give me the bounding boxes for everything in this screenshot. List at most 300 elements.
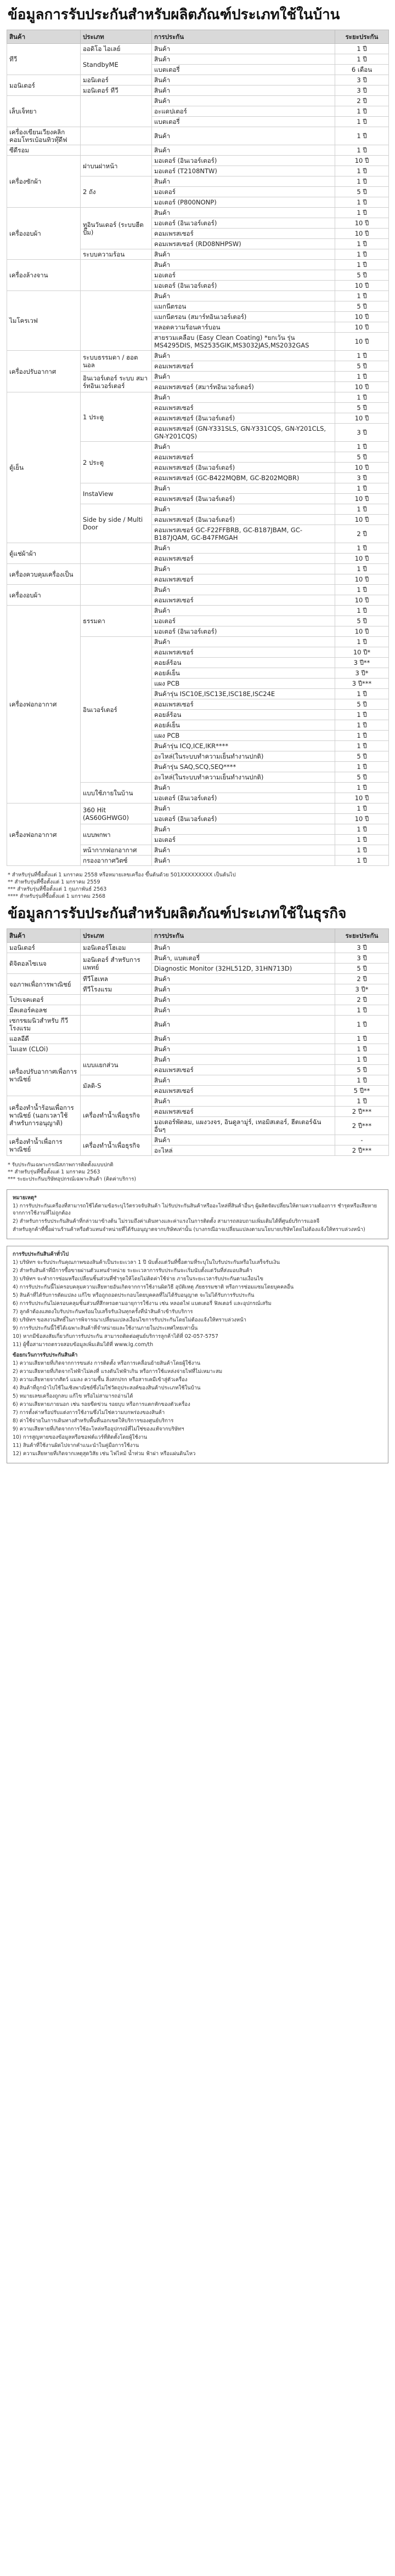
cell-period: 10 ปี <box>335 229 389 239</box>
cell-period: 10 ปี <box>335 218 389 229</box>
cell-coverage: สินค้า <box>152 585 335 595</box>
cell-coverage: สินค้า <box>152 606 335 616</box>
cell-period: 10 ปี <box>335 626 389 637</box>
cell-coverage: สินค้า <box>152 995 335 1005</box>
not-covered-line: 2) ความเสียหายที่เกิดจากไฟฟ้าไม่คงที่ แรงดันไฟฟ้าเกิน หรือการใช้แหล่งจ่ายไฟที่ไม่เหมาะสม <box>13 1369 223 1375</box>
cell-coverage: สินค้า <box>152 783 335 793</box>
cell-period: 1 ปี <box>335 483 389 494</box>
cell-coverage: สินค้า <box>152 249 335 260</box>
not-covered-line: 7) การตั้งค่าหรือปรับแต่งการใช้งานซึ่งไม่ใช่ความบกพร่องของสินค้า <box>13 1410 165 1416</box>
cell-coverage: สินค้ารุ่น ICQ,ICE,IKR**** <box>152 741 335 751</box>
cell-type <box>81 1034 152 1044</box>
cell-coverage: สินค้า <box>152 504 335 515</box>
cell-type <box>81 1044 152 1055</box>
table-row <box>7 1016 389 1034</box>
table-row <box>7 995 389 1005</box>
table-row <box>7 1034 389 1044</box>
footnote: *** ระยะประกันบริษัทอุปกรณ์เฉพาะสินค้า (คิดค่าบริการ) <box>8 1176 137 1182</box>
cell-product: ดิจิตอลไซเนจ <box>7 953 81 974</box>
cell-coverage: มอเตอร์ (P800NONP) <box>152 197 335 208</box>
cell-type: แบบแยกส่วน <box>81 1055 152 1075</box>
cell-coverage: สินค้า <box>152 1005 335 1016</box>
table-row <box>7 564 389 574</box>
table-row <box>7 803 389 814</box>
not-covered-line: 4) สินค้าที่ถูกนำไปใช้ในเชิงพาณิชย์ซึ่งไม่ใช่วัตถุประสงค์ของสินค้าประเภทใช้ในบ้าน <box>13 1385 201 1391</box>
cell-period: 2 ปี <box>335 525 389 543</box>
cell-product: เครื่องทำน้ำร้อนเพื่อการพาณิชย์ (นอกเวลาใช้สำหรับการอนุญาติ) <box>7 1096 81 1135</box>
cell-coverage: สินค้า <box>152 145 335 156</box>
cell-period: 1 ปี <box>335 504 389 515</box>
cell-type: ระบบธรรมดา / ฮอตนอล <box>81 351 152 372</box>
cell-period: 2 ปี*** <box>335 1107 389 1117</box>
cell-coverage: สินค้า <box>152 974 335 984</box>
cell-period: - <box>335 1135 389 1145</box>
cell-product: ไมโครเวฟ <box>7 291 81 351</box>
footnote: ** สำหรับรุ่นที่ซื้อตั้งแต่ 1 มกราคม 2559 <box>8 879 100 885</box>
cell-product: มอนิเตอร์ <box>7 75 81 96</box>
cell-period: 10 ปี <box>335 463 389 473</box>
cell-coverage: สินค้า <box>152 1096 335 1107</box>
remark-line: 1) การรับประกันเครื่องที่สามารถใช้ได้ตามข้อระบุไว้ตรวจจับสินค้า ไม่รับประกันสินค้าหรืออะไหล่ที่สินค้าอื่นๆ ผู้ผลิตจัดเปลี่ยนให้ตามความต้องการ ชำรุดหรือเสียหายจากการใช้งานที่ไม่ถูกต้อง <box>13 1203 377 1216</box>
cell-coverage: อะไหล่ <box>152 1145 335 1156</box>
not-covered-line: 8) ค่าใช้จ่ายในการเดินทางสำหรับพื้นที่นอกเขตให้บริการของศูนย์บริการ <box>13 1418 174 1424</box>
cell-coverage: แมกนีตรอน (สมาร์ทอินเวอร์เตอร์) <box>152 312 335 322</box>
cell-period: 3 ปี <box>335 424 389 442</box>
cell-type: มอนิเตอร์โฮเอม <box>81 943 152 953</box>
table-row <box>7 75 389 86</box>
cell-period: 5 ปี** <box>335 1086 389 1096</box>
cell-product: เครื่องฟอกอากาศ <box>7 803 81 866</box>
household-warranty-title: ข้อมูลการรับประกันสำหรับผลิตภัณฑ์ประเภทใช้ในบ้าน <box>8 7 340 23</box>
cell-type <box>81 564 152 585</box>
cell-period: 5 ปี <box>335 1065 389 1075</box>
cell-period: 3 ปี <box>335 75 389 86</box>
cell-coverage: คอมเพรสเซอร์ <box>152 403 335 413</box>
cell-type: เครื่องทำน้ำเพื่อธุรกิจ <box>81 1096 152 1135</box>
condition-line: 2) สำหรับสินค้าที่มีการซื้อขายผ่านตัวแทนจำหน่าย ระยะเวลาการรับประกันจะเริ่มนับตั้งแต่วันที่ส่งมอบสินค้า <box>13 1268 252 1274</box>
condition-line: 4) การรับประกันนี้ไม่ครอบคลุมความเสียหายอันเกิดจากการใช้งานผิดวิธี อุบัติเหตุ ภัยธรรมชาติ หรือการซ่อมแซมโดยบุคคลอื่น <box>13 1284 294 1290</box>
not-covered-line: 9) ความเสียหายที่เกิดจากการใช้อะไหล่หรืออุปกรณ์ที่ไม่ใช่ของแท้จากบริษัทฯ <box>13 1426 184 1432</box>
cell-coverage: แบตเตอรี่ <box>152 65 335 75</box>
cell-period: 10 ปี <box>335 494 389 504</box>
footnote: * รับประกันเฉพาะกรณีสภาพการติดตั้งแบบปกติ <box>8 1162 114 1168</box>
cell-coverage: สินค้า <box>152 442 335 452</box>
cell-type: Side by side / Multi Door <box>81 504 152 543</box>
cell-coverage: สินค้า <box>152 1075 335 1086</box>
cell-period: 10 ปี <box>335 595 389 606</box>
cell-period: 10 ปี <box>335 322 389 333</box>
not-covered-line: 10) การสูญหายของข้อมูลหรือซอฟต์แวร์ที่ติดตั้งโดยผู้ใช้งาน <box>13 1434 148 1440</box>
cell-period: 1 ปี <box>335 741 389 751</box>
table-row <box>7 585 389 595</box>
cell-type <box>81 145 152 156</box>
cell-coverage: คอมเพรสเซอร์ (อินเวอร์เตอร์) <box>152 494 335 504</box>
cell-coverage: คอยล์เย็น <box>152 668 335 679</box>
cell-period: 5 ปี <box>335 187 389 197</box>
cell-period: 1 ปี <box>335 689 389 699</box>
table-row <box>7 953 389 964</box>
cell-product: ไมเอท (CLOi) <box>7 1044 81 1055</box>
cell-type: แบบใช้ภายในบ้าน <box>81 783 152 803</box>
household-footnotes <box>8 871 387 900</box>
cell-coverage: สินค้า <box>152 483 335 494</box>
cell-coverage: แบตเตอรี่ <box>152 117 335 127</box>
header-period: ระยะประกัน <box>335 30 389 44</box>
cell-type: ธรรมดา <box>81 606 152 637</box>
cell-period: 1 ปี <box>335 731 389 741</box>
cell-type: อินเวอร์เตอร์ ระบบ สมาร์ทอินเวอร์เตอร์ <box>81 372 152 392</box>
condition-line: 7) ลูกค้าต้องแสดงใบรับประกันพร้อมใบเสร็จรับเงินทุกครั้งที่นำสินค้าเข้ารับบริการ <box>13 1309 193 1315</box>
cell-coverage: สินค้า <box>152 75 335 86</box>
cell-coverage: มอเตอร์ (อินเวอร์เตอร์) <box>152 218 335 229</box>
cell-coverage: มอเตอร์ <box>152 835 335 845</box>
cell-period: 1 ปี <box>335 166 389 176</box>
cell-period: 1 ปี <box>335 1034 389 1044</box>
cell-type: ทีวีโฮเทล <box>81 974 152 984</box>
cell-coverage: อะแดปเตอร์ <box>152 106 335 117</box>
remark-line: 2) สำหรับการรับประกันสินค้าที่กล่าวมาข้างต้น ไม่รวมถึงค่าเดินทางและค่าแรงในการติดตั้ง สามารถสอบถามเพิ่มเติมได้ที่ศูนย์บริการแอลจี <box>13 1218 320 1224</box>
not-covered-line: 5) หมายเลขเครื่องถูกลบ แก้ไข หรือไม่สามารถอ่านได้ <box>13 1393 133 1399</box>
cell-coverage: สินค้า <box>152 54 335 65</box>
cell-period: 10 ปี <box>335 814 389 824</box>
cell-period: 1 ปี <box>335 845 389 856</box>
cell-period: 1 ปี <box>335 1055 389 1065</box>
cell-period: 1 ปี <box>335 1016 389 1034</box>
cell-period: 1 ปี <box>335 543 389 554</box>
cell-period: 10 ปี <box>335 312 389 322</box>
cell-coverage: อะไหล่(ในระบบทำความเย็นทำงานปกติ) <box>152 751 335 762</box>
cell-coverage: สินค้า <box>152 176 335 187</box>
cell-product: แอลอีดี <box>7 1034 81 1044</box>
cell-period: 1 ปี <box>335 145 389 156</box>
cell-product: เครื่องควบคุมเครื่องเป็น <box>7 564 81 585</box>
table-row <box>7 974 389 984</box>
remark-line: สำหรับลูกค้าที่ซื้อผ่านร้านค้าหรือตัวแทนจำหน่ายที่ได้รับอนุญาตจากบริษัทเท่านั้น (บางกรณีอาจเปลี่ยนแปลงตามนโยบายบริษัทโดยไม่ต้องแจ้งให้ทราบล่วงหน้า) <box>13 1227 365 1233</box>
cell-period: 5 ปี <box>335 403 389 413</box>
cell-type <box>81 127 152 145</box>
table-row <box>7 127 389 145</box>
cell-product: เล็บเจ็ทยา <box>7 96 81 127</box>
cell-period: 5 ปี <box>335 616 389 626</box>
cell-period: 1 ปี <box>335 606 389 616</box>
cell-period: 2 ปี <box>335 974 389 984</box>
not-covered-line: 6) ความเสียหายภายนอก เช่น รอยขีดข่วน รอยบุบ หรือการแตกหักของตัวเครื่อง <box>13 1401 190 1407</box>
cell-coverage: สินค้า <box>152 803 335 814</box>
cell-type: มอนิเตอร์ ทีวี <box>81 86 152 96</box>
cell-period: 1 ปี <box>335 762 389 772</box>
cell-product: เครื่องล้างจาน <box>7 260 81 291</box>
cell-period: 1 ปี <box>335 442 389 452</box>
cell-type: ทูอินวันเดอร์ (ระบบฮีตปั๊ม) <box>81 208 152 249</box>
cell-period: 5 ปี <box>335 699 389 710</box>
cell-coverage: มอเตอร์ (T2108NTW) <box>152 166 335 176</box>
cell-period: 3 ปี <box>335 473 389 483</box>
cell-type <box>81 96 152 127</box>
cell-coverage: คอมเพรสเซอร์ (สมาร์ทอินเวอร์เตอร์) <box>152 382 335 392</box>
cell-coverage: คอมเพรสเซอร์ (อินเวอร์เตอร์) <box>152 515 335 525</box>
cell-period: 1 ปี <box>335 1005 389 1016</box>
cell-product: เครื่องเขียนเวียงคลิก คอมโทรเบ้อนทิวทุ๊ดีฟ <box>7 127 81 145</box>
cell-period: 2 ปี <box>335 96 389 106</box>
cell-period: 1 ปี <box>335 585 389 595</box>
cell-coverage: คอมเพรสเซอร์ <box>152 229 335 239</box>
cell-period: 10 ปี <box>335 515 389 525</box>
table-row <box>7 208 389 218</box>
cell-product: ตู้เย็น <box>7 392 81 543</box>
cell-type: 360 Hit (AS60GHWG0) <box>81 803 152 824</box>
cell-coverage: มอเตอร์พัดลม, แผงวงจร, อินดูลามู่ร์, เทอมิสเตอร์, ฮีตเตอร์ฉันอื่นๆ <box>152 1117 335 1135</box>
cell-coverage: คอมเพรสเซอร์ (อินเวอร์เตอร์) <box>152 463 335 473</box>
cell-coverage: คอมเพรสเซอร์ (อินเวอร์เตอร์) <box>152 413 335 424</box>
cell-period: 1 ปี <box>335 208 389 218</box>
cell-coverage: คอมเพรสเซอร์ GC-F22FFBRB, GC-B187JBAM, GC-B187JQAM, GC-B47FMGAH <box>152 525 335 543</box>
cell-period: 1 ปี <box>335 127 389 145</box>
cell-period: 1 ปี <box>335 856 389 866</box>
cell-period: 10 ปี <box>335 281 389 291</box>
cell-type: มัลติ-S <box>81 1075 152 1096</box>
household-table-body <box>7 44 389 866</box>
cell-coverage: คอยล์ร้อน <box>152 710 335 720</box>
table-row <box>7 145 389 156</box>
cell-period: 10 ปี <box>335 156 389 166</box>
cell-type <box>81 291 152 351</box>
household-warranty-table <box>7 30 389 866</box>
cell-type: แบบพกพา <box>81 824 152 845</box>
cell-coverage: สินค้า <box>152 392 335 403</box>
cell-product: โปรเจคเตอร์ <box>7 995 81 1005</box>
table-row <box>7 44 389 54</box>
cell-period: 1 ปี <box>335 710 389 720</box>
cell-period: 5 ปี <box>335 301 389 312</box>
cell-period: 10 ปี <box>335 574 389 585</box>
cell-period: 3 ปี <box>335 86 389 96</box>
not-covered-line: 3) ความเสียหายจากสัตว์ แมลง ความชื้น สิ่งสกปรก หรือสารเคมีเข้าสู่ตัวเครื่อง <box>13 1377 188 1383</box>
cell-coverage: สินค้า <box>152 856 335 866</box>
cell-product: ซีดีรอม <box>7 145 81 156</box>
cell-coverage: มอเตอร์ <box>152 187 335 197</box>
not-covered-line: 1) ความเสียหายที่เกิดจากการขนส่ง การติดตั้ง หรือการเคลื่อนย้ายสินค้าโดยผู้ใช้งาน <box>13 1360 201 1366</box>
business-table-body <box>7 943 389 1156</box>
footnote: * สำหรับรุ่นที่ซื้อตั้งแต่ 1 มกราคม 2558 หรือหมายเลขเครื่อง ขึ้นต้นด้วย 501XXXXXXXXX เป็นต้นไป <box>8 872 236 878</box>
cell-coverage: สินค้า <box>152 1055 335 1065</box>
cell-period: 5 ปี <box>335 772 389 783</box>
cell-period: 1 ปี <box>335 1096 389 1107</box>
cell-coverage: สินค้า <box>152 824 335 835</box>
table-header-row <box>7 30 389 44</box>
cell-type: หน้ากากฟอกอากาศ <box>81 845 152 856</box>
cell-coverage: มอเตอร์ (อินเวอร์เตอร์) <box>152 814 335 824</box>
cell-period: 1 ปี <box>335 44 389 54</box>
cell-product: เครื่องปรับอากาศเพื่อการพาณิชย์ <box>7 1055 81 1096</box>
cell-period: 2 ปี*** <box>335 1117 389 1135</box>
cell-coverage: คอมเพรสเซอร์ <box>152 1086 335 1096</box>
cell-coverage: คอมเพรสเซอร์ <box>152 452 335 463</box>
cell-period: 1 ปี <box>335 117 389 127</box>
cell-coverage: สินค้า <box>152 96 335 106</box>
cell-coverage: สินค้ารุ่น ISC10E,ISC13E,ISC18E,ISC24E <box>152 689 335 699</box>
remark-box <box>7 1189 388 1239</box>
cell-period: 2 ปี <box>335 995 389 1005</box>
cell-period: 1 ปี <box>335 176 389 187</box>
cell-period: 5 ปี <box>335 361 389 372</box>
table-row <box>7 543 389 554</box>
cell-period: 3 ปี*** <box>335 679 389 689</box>
table-row <box>7 260 389 270</box>
cell-period: 1 ปี <box>335 249 389 260</box>
cell-coverage: สินค้า <box>152 637 335 647</box>
cell-period: 3 ปี <box>335 943 389 953</box>
cell-coverage: สินค้า <box>152 1044 335 1055</box>
cell-coverage: คอมเพรสเซอร์ <box>152 1065 335 1075</box>
cell-type <box>81 260 152 291</box>
cell-coverage: แผง PCB <box>152 679 335 689</box>
condition-line: 3) บริษัทฯ จะทำการซ่อมหรือเปลี่ยนชิ้นส่วนที่ชำรุดให้โดยไม่คิดค่าใช้จ่าย ภายในระยะเวลารับประกันตามเงื่อนไข <box>13 1276 263 1282</box>
cell-type <box>81 585 152 606</box>
cell-product: จอภาพเพื่อการพาณิชย์ <box>7 974 81 995</box>
condition-line: 1) บริษัทฯ จะรับประกันคุณภาพของสินค้าเป็นระยะเวลา 1 ปี นับตั้งแต่วันที่ซื้อตามที่ระบุในใบรับประกันหรือใบเสร็จรับเงิน <box>13 1259 280 1266</box>
cell-coverage: มอเตอร์ (อินเวอร์เตอร์) <box>152 793 335 803</box>
header-type: ประเภท <box>81 30 152 44</box>
table-row <box>7 1005 389 1016</box>
cell-coverage: คอมเพรสเซอร์ (GN-Y331SLS, GN-Y331CQS, GN-Y201CLS, GN-Y201CQS) <box>152 424 335 442</box>
cell-coverage: อะไหล่(ในระบบทำความเย็นทำงานปกติ) <box>152 772 335 783</box>
cell-period: 2 ปี*** <box>335 1145 389 1156</box>
cell-coverage: สินค้า <box>152 372 335 382</box>
cell-coverage: สินค้า <box>152 260 335 270</box>
cell-period: 1 ปี <box>335 197 389 208</box>
condition-line: 9) การรับประกันนี้ใช้ได้เฉพาะสินค้าที่จำหน่ายและใช้งานภายในประเทศไทยเท่านั้น <box>13 1325 198 1331</box>
cell-coverage: คอมเพรสเซอร์ <box>152 647 335 658</box>
cell-product: เครื่องอบผ้า <box>7 585 81 606</box>
cell-coverage: สินค้า <box>152 543 335 554</box>
cell-period: 3 ปี* <box>335 668 389 679</box>
table-row <box>7 1135 389 1145</box>
cell-type: 1 ประตู <box>81 392 152 442</box>
cell-period: 5 ปี <box>335 751 389 762</box>
conditions-box <box>7 1246 388 1463</box>
table-row <box>7 943 389 953</box>
cell-period: 10 ปี <box>335 413 389 424</box>
cell-period: 5 ปี <box>335 452 389 463</box>
cell-type: ออดิโอ ไอเลย์ <box>81 44 152 54</box>
cell-type: InstaView <box>81 483 152 504</box>
conditions-heading: การรับประกันสินค้าทั่วไป <box>13 1251 69 1257</box>
cell-period: 3 ปี* <box>335 984 389 995</box>
table-row <box>7 1096 389 1107</box>
cell-period: 1 ปี <box>335 392 389 403</box>
cell-type: StandbyME <box>81 54 152 75</box>
cell-type <box>81 995 152 1005</box>
header-type: ประเภท <box>81 929 152 943</box>
not-covered-heading: ข้อยกเว้นการรับประกันสินค้า <box>13 1352 78 1358</box>
cell-type: เครื่องทำน้ำเพื่อธุรกิจ <box>81 1135 152 1156</box>
table-row <box>7 291 389 301</box>
table-row <box>7 392 389 403</box>
cell-coverage: คอมเพรสเซอร์ <box>152 595 335 606</box>
table-row <box>7 606 389 616</box>
not-covered-line: 11) สินค้าที่ใช้งานผิดไปจากคำแนะนำในคู่มือการใช้งาน <box>13 1443 139 1449</box>
table-row <box>7 1055 389 1065</box>
cell-type: 2 ประตู <box>81 442 152 483</box>
header-coverage: การประกัน <box>152 929 335 943</box>
business-footnotes <box>8 1161 387 1183</box>
cell-period: 1 ปี <box>335 1044 389 1055</box>
cell-coverage: สินค้า <box>152 1016 335 1034</box>
cell-period: 1 ปี <box>335 803 389 814</box>
cell-period: 10 ปี <box>335 382 389 392</box>
cell-type: อินเวอร์เตอร์ <box>81 637 152 783</box>
footnote: **** สำหรับรุ่นที่ซื้อตั้งแต่ 1 มกราคม 2568 <box>8 893 106 899</box>
cell-product: เครื่องปรับอากาศ <box>7 351 81 392</box>
cell-coverage: แผง PCB <box>152 731 335 741</box>
cell-coverage: คอมเพรสเซอร์ <box>152 699 335 710</box>
cell-coverage: สินค้า <box>152 44 335 54</box>
cell-type <box>81 1005 152 1016</box>
cell-product: เครื่องซักผ้า <box>7 156 81 208</box>
cell-coverage: มอเตอร์ (อินเวอร์เตอร์) <box>152 626 335 637</box>
table-row <box>7 156 389 166</box>
cell-type: มอนิเตอร์ <box>81 75 152 86</box>
table-row <box>7 1044 389 1055</box>
cell-product: เซกรฆมนิวสำหรับ กีวีโรงแรม <box>7 1016 81 1034</box>
cell-period: 1 ปี <box>335 372 389 382</box>
cell-coverage: แมกนีตรอน <box>152 301 335 312</box>
cell-period: 10 ปี <box>335 793 389 803</box>
cell-period: 10 ปี <box>335 333 389 351</box>
cell-period: 10 ปี <box>335 554 389 564</box>
cell-coverage: Diagnostic Monitor (32HL512D, 31HN713D) <box>152 964 335 974</box>
cell-period: 1 ปี <box>335 291 389 301</box>
header-product: สินค้า <box>7 929 81 943</box>
cell-coverage: คอยล์เย็น <box>152 720 335 731</box>
cell-coverage: สินค้า <box>152 943 335 953</box>
cell-coverage: สินค้า <box>152 86 335 96</box>
cell-period: 1 ปี <box>335 783 389 793</box>
cell-period: 1 ปี <box>335 564 389 574</box>
cell-coverage: สินค้า <box>152 208 335 218</box>
cell-coverage: มอเตอร์ <box>152 270 335 281</box>
cell-coverage: สินค้า <box>152 564 335 574</box>
condition-line: 5) สินค้าที่ได้รับการดัดแปลง แก้ไข หรือถูกถอดประกอบโดยบุคคลที่ไม่ได้รับอนุญาต จะไม่ได้รับการรับประกัน <box>13 1292 255 1298</box>
cell-coverage: คอมเพรสเซอร์ <box>152 554 335 564</box>
cell-type: ทีวีโรงแรม <box>81 984 152 995</box>
cell-period: 3 ปี** <box>335 658 389 668</box>
header-product: สินค้า <box>7 30 81 44</box>
cell-coverage: สินค้ารุ่น SAQ,SCQ,SEQ**** <box>152 762 335 772</box>
cell-period: 1 ปี <box>335 54 389 65</box>
cell-coverage: คอมเพรสเซอร์ <box>152 361 335 372</box>
cell-product: เครื่องทำน้ำเพื่อการพาณิชย์ <box>7 1135 81 1156</box>
cell-period: 1 ปี <box>335 637 389 647</box>
cell-product: เครื่องอบผ้า <box>7 208 81 260</box>
table-row <box>7 96 389 106</box>
cell-coverage: สินค้า, แบตเตอรี่ <box>152 953 335 964</box>
business-warranty-table <box>7 928 389 1156</box>
remark-heading: หมายเหตุ* <box>13 1195 37 1201</box>
cell-product: เครื่องฟอกอากาศ <box>7 606 81 803</box>
cell-coverage: คอมเพรสเซอร์ (GC-B422MQBM, GC-B202MQBR) <box>152 473 335 483</box>
cell-product: มอนิเตอร์ <box>7 943 81 953</box>
cell-period: 1 ปี <box>335 351 389 361</box>
cell-type: กรองอากาศวิตซ์ <box>81 856 152 866</box>
cell-period: 3 ปี <box>335 953 389 964</box>
cell-type: มอนิเตอร์ สำหรับการแพทย์ <box>81 953 152 974</box>
cell-coverage: สินค้า <box>152 351 335 361</box>
footnote: *** สำหรับรุ่นที่ซื้อตั้งแต่ 1 กุมภาพันธ์ 2563 <box>8 886 107 892</box>
cell-product: มีลเตอร์คอลช <box>7 1005 81 1016</box>
cell-period: 1 ปี <box>335 720 389 731</box>
condition-line: 6) การรับประกันไม่ครอบคลุมชิ้นส่วนที่สึกหรอตามอายุการใช้งาน เช่น หลอดไฟ แบตเตอรี่ ฟิลเตอร์ และอุปกรณ์เสริม <box>13 1301 272 1307</box>
